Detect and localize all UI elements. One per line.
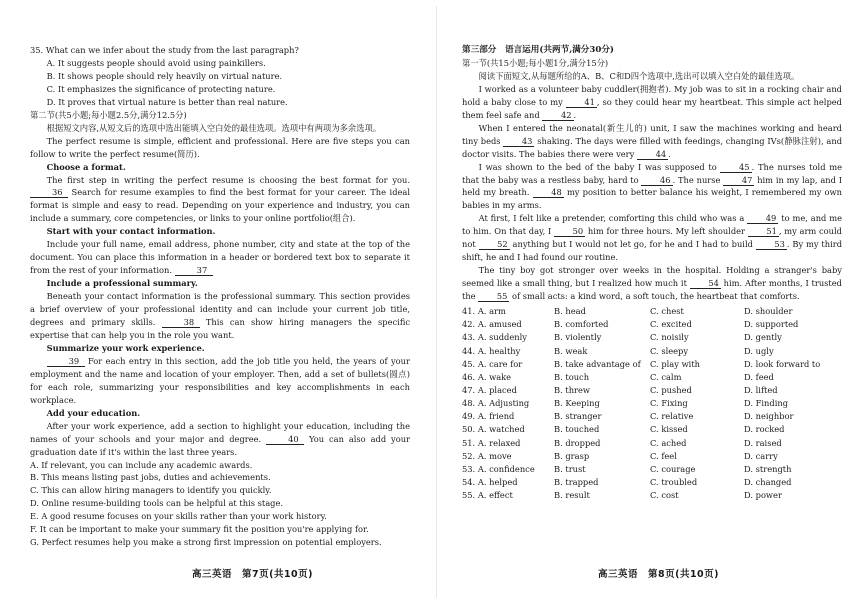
option-d: D. strength — [744, 463, 792, 474]
subheading-experience: Summarize your work experience. — [46, 342, 205, 353]
option-a: 50. A. watched — [462, 424, 525, 435]
page-7-footer: 高三英语 第7页(共10页) — [192, 569, 314, 580]
option-c: C. cost — [650, 490, 679, 501]
option-row-53 — [462, 463, 842, 476]
blank-54: 54 — [690, 278, 721, 289]
passage-paragraph-contact — [30, 238, 410, 277]
paragraph-text: When I entered the neonatal(新生儿的) unit, I saw the machines working and heard tiny beds — [462, 122, 842, 146]
section-1-title: 第一节(共15小题;每小题1分,满分15分) — [462, 57, 609, 68]
page-7-content — [30, 0, 410, 549]
paragraph-text: For each entry in this section, add the job title you held, the years of your employment and the name and location of your employer. Then, add a set of bullets(圆点) for each role, summarizing your responsibilities and key accomplishments in each workplace. — [30, 355, 410, 405]
option-c: C. kissed — [650, 424, 688, 435]
option-c: C. play with — [650, 358, 700, 369]
section-1-instruction: 阅读下面短文,从每题所给的A、B、C和D四个选项中,选出可以填入空白处的最佳选项。 — [478, 70, 800, 81]
paragraph-text: . By my third shift, he and I had found our routine. — [462, 239, 842, 263]
paragraph-text: of small acts: a kind word, a soft touch, the heartbeat that comforts. — [512, 291, 800, 302]
option-row-45 — [462, 358, 842, 371]
option-row-52 — [462, 450, 842, 463]
paragraph-text: to me, and me to him. On that day, I — [462, 213, 842, 237]
passage-paragraph-experience — [30, 355, 410, 407]
option-a: 49. A. friend — [462, 411, 515, 422]
option-d: D. feed — [744, 371, 774, 382]
option-c: C. feel — [650, 450, 677, 461]
blank-39: 39 — [47, 356, 85, 367]
option-row-55 — [462, 489, 842, 502]
option-b: B. touched — [554, 424, 600, 435]
option-a: 46. A. wake — [462, 371, 512, 382]
cloze-paragraph-2 — [462, 122, 842, 161]
option-a: 54. A. helped — [462, 477, 518, 488]
cloze-paragraph-1 — [462, 83, 842, 122]
cloze-paragraph-5 — [462, 264, 842, 303]
choice-e: E. A good resume focuses on your skills rather than your work history. — [30, 511, 327, 522]
option-a: 47. A. placed — [462, 385, 517, 395]
option-a: 52. A. move — [462, 450, 512, 461]
paragraph-text: The first step in writing the perfect resume is choosing the best format for you. — [46, 174, 410, 185]
blank-36: 36 — [30, 187, 68, 198]
option-c: C. noisily — [650, 332, 689, 343]
paragraph-text: him in my lap, and I held my breath. — [462, 174, 842, 198]
subheading-format: Choose a format. — [46, 161, 126, 172]
choice-b: B. This means listing past jobs, duties and achievements. — [30, 472, 271, 483]
question-35-option-c: C. It emphasizes the significance of protecting nature. — [46, 83, 276, 94]
blank-52: 52 — [479, 239, 510, 250]
option-b: B. trapped — [554, 477, 599, 488]
option-c: C. chest — [650, 306, 684, 317]
option-d: D. changed — [744, 477, 792, 488]
blank-50: 50 — [554, 226, 585, 237]
blank-37: 37 — [175, 265, 213, 276]
option-a: 44. A. healthy — [462, 345, 521, 356]
paragraph-text: The tiny boy got stronger over weeks in the hospital. Holding a stranger's baby seemed like a small thing, but I realized how much it — [462, 265, 842, 289]
passage-paragraph-summary — [30, 290, 410, 342]
paragraph-text: him for three hours. My left shoulder — [587, 226, 746, 237]
option-d: D. power — [744, 490, 782, 501]
paragraph-text: I worked as a volunteer baby cuddler(拥抱者). My job was to sit in a rocking chair and hold a baby close to my — [462, 83, 842, 107]
option-b: B. result — [554, 490, 590, 501]
option-a: 42. A. amused — [462, 319, 522, 330]
paragraph-text: You can also add your graduation date if it's within the last three years. — [30, 433, 410, 457]
section-2-title: 第二节(共5小题;每小题2.5分,满分12.5分) — [30, 109, 187, 120]
option-c: C. pushed — [650, 385, 692, 395]
option-a: 45. A. care for — [462, 358, 523, 369]
blank-38: 38 — [162, 317, 200, 328]
option-row-47 — [462, 384, 842, 397]
passage-paragraph-format — [30, 174, 410, 226]
option-d: D. neighbor — [744, 411, 794, 422]
answer-options-table — [462, 305, 842, 502]
passage-paragraph-education — [30, 420, 410, 459]
option-row-48 — [462, 397, 842, 410]
option-c: C. Fixing — [650, 398, 688, 409]
blank-41: 41 — [566, 97, 597, 108]
option-row-51 — [462, 437, 842, 450]
page-7 — [30, 0, 410, 604]
blank-53: 53 — [756, 239, 787, 250]
option-b: B. stranger — [554, 411, 602, 422]
option-d: D. rocked — [744, 424, 785, 435]
paragraph-text: After your work experience, add a section to highlight your education, including the names of your schools and your major and degree. — [30, 420, 410, 444]
blank-46: 46 — [641, 175, 672, 186]
subheading-contact: Start with your contact information. — [46, 226, 216, 237]
subheading-summary: Include a professional summary. — [46, 278, 198, 289]
option-b: B. Keeping — [554, 398, 600, 409]
option-b: B. threw — [554, 385, 591, 395]
paragraph-text: I was shown to the bed of the baby I was supposed to — [478, 161, 717, 172]
paragraph-text: . The nurses told me that the baby was a restless baby, hard to — [462, 161, 842, 185]
paragraph-text: anything but I would not let go, for he and I had to build — [512, 239, 753, 250]
option-c: C. courage — [650, 463, 696, 474]
question-35-option-a: A. It suggests people should avoid using painkillers. — [46, 57, 266, 68]
blank-49: 49 — [747, 213, 778, 224]
option-b: B. weak — [554, 345, 588, 356]
option-b: B. dropped — [554, 437, 601, 448]
choice-f: F. It can be important to make your summary fit the position you're applying for. — [30, 524, 369, 535]
option-d: D. Finding — [744, 398, 789, 409]
question-35-stem: 35. What can we infer about the study from the last paragraph? — [30, 45, 299, 55]
blank-51: 51 — [748, 226, 779, 237]
option-d: D. look forward to — [744, 358, 821, 369]
option-b: B. take advantage of — [554, 358, 641, 369]
option-c: C. relative — [650, 411, 694, 422]
subheading-education: Add your education. — [46, 407, 141, 418]
paragraph-text: Include your full name, email address, phone number, city and state at the top of the document. You can place this information in a header or bordered text box to separate it from the rest of your information. — [30, 239, 410, 276]
option-b: B. grasp — [554, 450, 590, 461]
option-c: C. calm — [650, 371, 682, 382]
option-a: 51. A. relaxed — [462, 437, 521, 448]
choice-c: C. This can allow hiring managers to identify you quickly. — [30, 485, 272, 496]
choice-g: G. Perfect resumes help you make a strong first impression on potential employers. — [30, 537, 382, 548]
option-c: C. ached — [650, 437, 687, 448]
option-a: 55. A. effect — [462, 490, 513, 501]
option-a: 41. A. arm — [462, 306, 506, 317]
choice-d: D. Online resume-building tools can be helpful at this stage. — [30, 498, 284, 509]
paragraph-text: shaking. The days were filled with feedings, changing IVs(静脉注射), and doctor visits. The babies there were very — [462, 135, 842, 159]
paragraph-text: Beneath your contact information is the professional summary. This section provides a brief overview of your professional identity and can include your current job title, degrees and primary skills. — [30, 291, 410, 328]
option-a: 43. A. suddenly — [462, 332, 527, 343]
blank-55: 55 — [478, 291, 509, 302]
option-b: B. comforted — [554, 319, 609, 330]
option-row-41 — [462, 305, 842, 318]
option-a: 48. A. Adjusting — [462, 398, 530, 409]
paragraph-text: , so they could hear my heartbeat. This simple act helped them feel safe and — [462, 96, 842, 120]
passage-intro: The perfect resume is simple, efficient and professional. Here are five steps you can follow to write the perfect resume(简历). — [30, 135, 410, 159]
paragraph-text: , my arm could not — [462, 226, 842, 250]
blank-45: 45 — [720, 162, 751, 173]
paragraph-text: him. After months, I trusted the — [462, 278, 842, 302]
question-35-option-b: B. It shows people should rely heavily on virtual nature. — [46, 70, 283, 81]
paragraph-text: Search for resume examples to find the best format for your career. The ideal format is simple and easy to read. Depending on your experience and industry, you can include a summary, core competencies, or links to your online portfolio(组合). — [30, 187, 410, 224]
cloze-paragraph-3 — [462, 161, 842, 213]
option-c: C. troubled — [650, 477, 698, 488]
option-d: D. lifted — [744, 385, 778, 395]
option-b: B. violently — [554, 332, 602, 343]
option-row-42 — [462, 318, 842, 331]
blank-48: 48 — [533, 187, 564, 198]
blank-43: 43 — [503, 136, 534, 147]
option-d: D. gently — [744, 332, 782, 343]
choice-a: A. If relevant, you can include any academic awards. — [30, 459, 253, 470]
option-row-46 — [462, 371, 842, 384]
paragraph-text: . — [573, 109, 577, 120]
option-d: D. ugly — [744, 345, 774, 356]
option-d: D. carry — [744, 450, 778, 461]
option-b: B. touch — [554, 371, 590, 382]
option-d: D. raised — [744, 437, 782, 448]
page-divider — [436, 6, 437, 598]
paragraph-text: At first, I felt like a pretender, comforting this child who was a — [478, 213, 745, 224]
option-b: B. trust — [554, 463, 586, 474]
paragraph-text: . — [668, 148, 671, 159]
paragraph-text: . The nurse — [672, 174, 721, 185]
section-2-instruction: 根据短文内容,从短文后的选项中选出能填入空白处的最佳选项。选项中有两项为多余选项。 — [46, 122, 382, 133]
blank-44: 44 — [637, 149, 668, 160]
question-35-option-d: D. It proves that virtual nature is better than real nature. — [46, 96, 288, 107]
blank-40: 40 — [266, 434, 304, 445]
page-8 — [462, 0, 842, 604]
option-row-44 — [462, 345, 842, 358]
option-c: C. sleepy — [650, 345, 689, 356]
option-row-43 — [462, 331, 842, 344]
page-8-content — [462, 0, 842, 502]
option-a: 53. A. confidence — [462, 463, 535, 474]
option-row-50 — [462, 423, 842, 436]
paragraph-text: This can show hiring managers the specific expertise that can help you in the role you want. — [30, 317, 410, 340]
option-row-49 — [462, 410, 842, 423]
paragraph-text: my position to better balance his weight, I remembered my own babies in my arms. — [462, 187, 842, 211]
part-3-title: 第三部分 语言运用(共两节,满分30分) — [462, 45, 614, 55]
option-c: C. excited — [650, 319, 692, 330]
option-row-54 — [462, 476, 842, 489]
option-d: D. shoulder — [744, 306, 793, 317]
blank-42: 42 — [542, 110, 573, 121]
page-8-footer: 高三英语 第8页(共10页) — [598, 569, 720, 580]
blank-47: 47 — [723, 175, 754, 186]
option-d: D. supported — [744, 319, 799, 330]
option-b: B. head — [554, 306, 586, 317]
cloze-paragraph-4 — [462, 212, 842, 264]
